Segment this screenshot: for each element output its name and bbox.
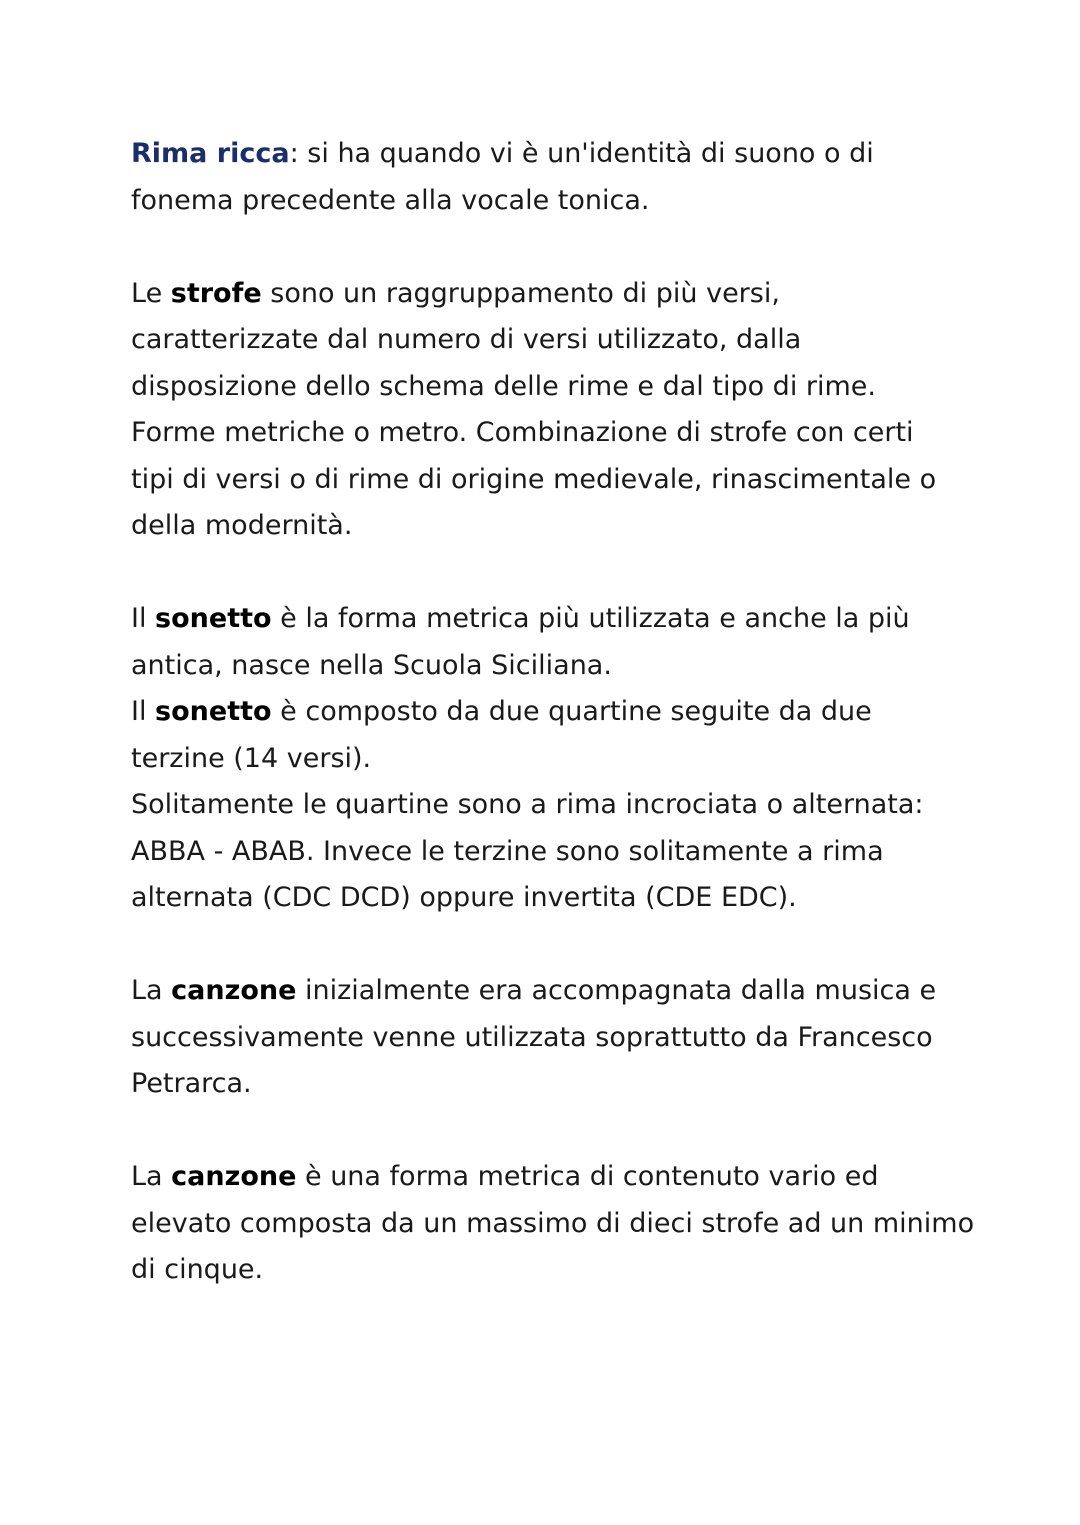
text-segment: terzine (14 versi). [131,742,372,774]
text-segment: Forme metriche o metro. Combinazione di strofe con certi [131,417,914,448]
text-line [131,410,961,457]
text-segment: è composto da due quartine seguite da due [271,696,872,727]
text-line [131,271,961,318]
text-segment: è la forma metrica più utilizzata e anche la più [271,603,910,634]
text-line [131,457,961,504]
text-segment: antica, nasce nella Scuola Siciliana. [131,649,612,681]
bold-term: strofe [170,277,262,309]
text-segment: La [131,975,172,1006]
text-line [131,782,961,829]
bold-term: Rima ricca [131,138,290,169]
bold-term: canzone [171,1161,297,1192]
document-body [131,131,975,1340]
text-segment: fonema precedente alla vocale tonica. [131,184,650,216]
text-line [131,503,961,550]
text-segment: Il [131,603,156,634]
text-segment: La [131,1161,172,1192]
text-segment: è una forma metrica di contenuto vario ed [296,1161,879,1192]
text-line [131,596,961,643]
text-segment: di cinque. [131,1254,264,1285]
text-segment: Le [131,277,171,309]
paragraph [131,1154,975,1294]
bold-term: sonetto [155,603,272,634]
text-line [131,1201,975,1248]
text-segment: successivamente venne utilizzata soprattutto da Francesco [131,1021,933,1053]
text-line [131,643,961,690]
paragraph [131,596,961,922]
paragraph [131,968,961,1108]
text-line [131,875,961,922]
text-line [131,1015,961,1062]
text-line [131,1154,961,1201]
text-segment: Petrarca. [131,1068,252,1099]
paragraph [131,131,961,224]
bold-term: canzone [171,975,297,1006]
text-line [131,968,961,1015]
bold-term: sonetto [155,696,272,727]
text-line [131,364,961,411]
paragraph [131,271,961,550]
text-line [131,736,961,783]
text-line [131,829,961,876]
text-line [131,689,961,736]
text-line [131,1247,961,1294]
text-line [131,178,961,225]
text-segment: : si ha quando vi è un'identità di suono o di [289,138,874,169]
text-line [131,131,961,178]
text-segment: caratterizzate dal numero di versi utilizzato, dalla [131,324,802,355]
text-segment: sono un raggruppamento di più versi, [261,277,780,309]
text-segment: Solitamente le quartine sono a rima incrociata o alternata: [131,789,924,820]
text-line [131,317,961,364]
text-segment: inizialmente era accompagnata dalla musica e [296,975,937,1006]
text-segment: elevato composta da un massimo di dieci strofe ad un minimo [131,1207,975,1239]
text-segment: disposizione dello schema delle rime e dal tipo di rime. [131,370,877,402]
text-segment: della modernità. [131,510,353,541]
text-segment: alternata (CDC DCD) oppure invertita (CDE EDC). [131,882,797,913]
text-segment: tipi di versi o di rime di origine medievale, rinascimentale o [131,463,937,495]
text-line [131,1061,961,1108]
text-segment: ABBA - ABAB. Invece le terzine sono solitamente a rima [131,835,884,867]
text-segment: Il [131,696,156,727]
